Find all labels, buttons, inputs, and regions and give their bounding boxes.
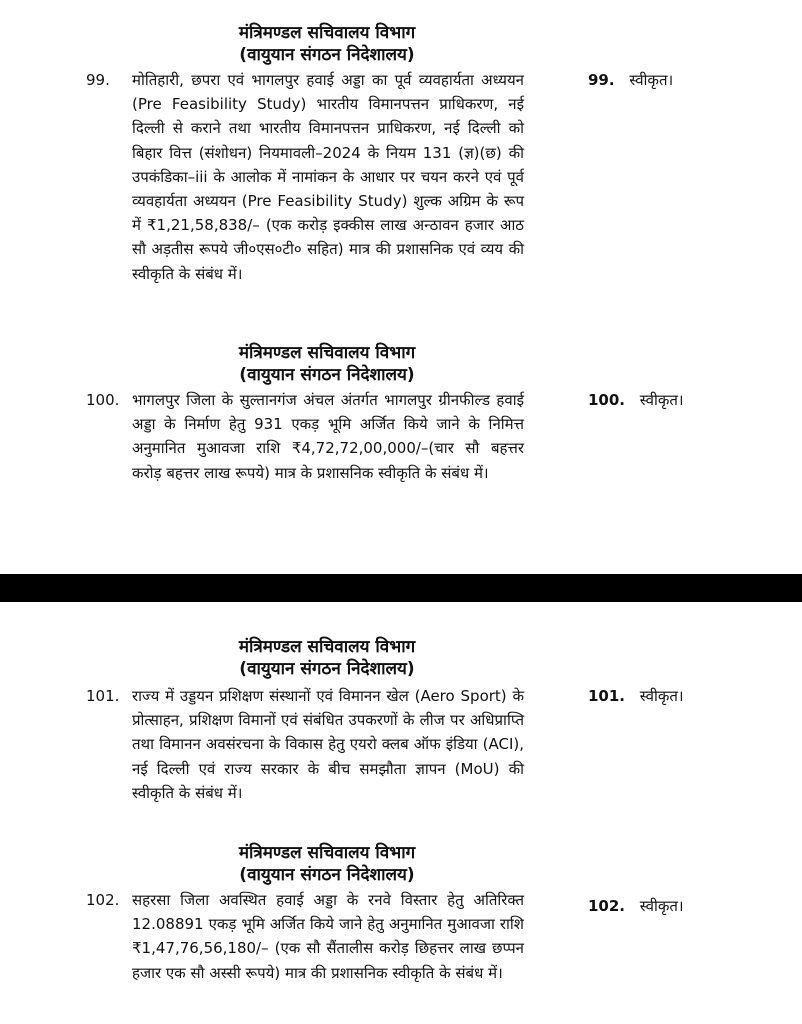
department-heading [132,22,522,66]
item-description: मोतिहारी, छपरा एवं भागलपुर हवाई अड्डा का पूर्व व्यवहार्यता अध्ययन (Pre Feasibility Study) भारतीय विमानपत्तन प्राधिकरण, नई दिल्ली से कराने तथा भारतीय विमानपत्तन प्राधिकरण, नई दिल्ली को बिहार वित्त (संशोधन) नियमावली–2024 के नियम 131 (ज्ञ)(छ) की उपकंडिका–iii के आलोक में नामांकन के आधार पर चयन करने एवं पूर्व व्यवहार्यता अध्ययन (Pre Feasibility Study) शुल्क अग्रिम के रूप में ₹1,21,58,838/– (एक करोड़ इक्कीस लाख अन्ठावन हजार आठ सौ अड़तीस रूपये जी०एस०टी० सहित) मात्र की प्रशासनिक एवं व्यय की स्वीकृति के संबंध में। [132,71,524,283]
decision-number: 102. [588,897,626,915]
decision-number: 99. [588,71,615,89]
department-title: मंत्रिमण्डल सचिवालय विभाग [238,843,416,863]
page-divider-bar [0,574,802,602]
department-subtitle: (वायुयान संगठन निदेशालय) [239,365,415,385]
decision-status: स्वीकृत। [629,71,674,89]
decision-status: स्वीकृत। [639,687,684,705]
item-description: राज्य में उड्डयन प्रशिक्षण संस्थानों एवं विमानन खेल (Aero Sport) के प्रोत्साहन, प्रशिक्षण विमानों एवं संबंधित उपकरणों के लीज पर अधिप्राप्ति तथा विमानन अवसंरचना के विकास हेतु एयरो क्लब ऑफ इंडिया (ACI), नई दिल्ली एवं राज्य सरकार के बीच समझौता ज्ञापन (MoU) की स्वीकृति के संबंध में। [132,687,524,802]
department-title: मंत्रिमण्डल सचिवालय विभाग [238,23,416,43]
item-number: 101. [86,687,120,705]
department-title: मंत्रिमण्डल सचिवालय विभाग [238,343,416,363]
department-subtitle: (वायुयान संगठन निदेशालय) [239,45,415,65]
item-number: 99. [86,71,110,89]
department-heading [132,342,522,386]
decision [588,894,684,918]
decision [588,68,673,92]
department-heading [132,842,522,886]
decision-status: स्वीकृत। [639,391,684,409]
decision [588,388,684,412]
item-number: 102. [86,891,120,909]
department-title: मंत्रिमण्डल सचिवालय विभाग [238,637,416,657]
decision-status: स्वीकृत। [639,897,684,915]
department-subtitle: (वायुयान संगठन निदेशालय) [239,659,415,679]
decision [588,684,684,708]
decision-number: 100. [588,391,626,409]
department-heading [132,636,522,680]
item-description: भागलपुर जिला के सुल्तानगंज अंचल अंतर्गत भागलपुर ग्रीनफील्ड हवाई अड्डा के निर्माण हेतु 931 एकड़ भूमि अर्जित किये जाने के निमित्त अनुमानित मुआवजा राशि ₹4,72,72,00,000/–(चार सौ बहत्तर करोड़ बहत्तर लाख रूपये) मात्र के प्रशासनिक स्वीकृति के संबंध में। [132,391,524,482]
department-subtitle: (वायुयान संगठन निदेशालय) [239,865,415,885]
item-description: सहरसा जिला अवस्थित हवाई अड्डा के रनवे विस्तार हेतु अतिरिक्त 12.08891 एकड़ भूमि अर्जित किये जाने हेतु अनुमानित मुआवजा राशि ₹1,47,76,56,180/– (एक सौ सैंतालीस करोड़ छिहत्तर लाख छप्पन हजार एक सौ अस्सी रूपये) मात्र की प्रशासनिक स्वीकृति के संबंध में। [132,891,524,982]
item-number: 100. [86,391,120,409]
decision-number: 101. [588,687,626,705]
